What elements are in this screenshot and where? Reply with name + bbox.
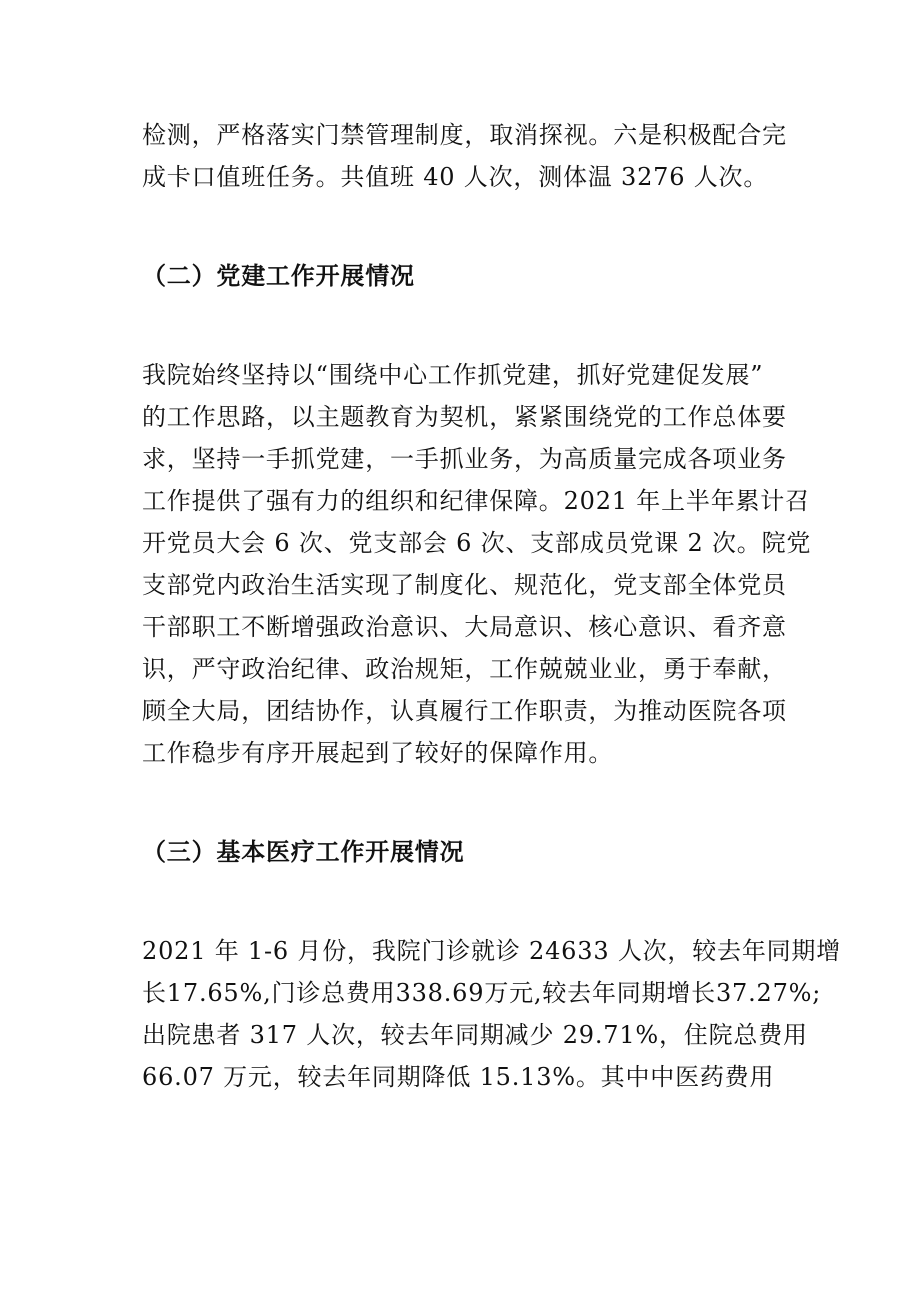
paragraph-spacer: [142, 774, 792, 831]
text-line: 出院患者 317 人次，较去年同期减少 29.71%，住院总费用: [142, 1021, 808, 1049]
document-body: [142, 114, 842, 1098]
text-line: 长17.65%,门诊总费用338.69万元,较去年同期增长37.27%;: [142, 979, 822, 1007]
text-line: 的工作思路，以主题教育为契机，紧紧围绕党的工作总体要: [142, 403, 787, 431]
text-line: 66.07 万元，较去年同期降低 15.13%。其中中医药费用: [142, 1063, 775, 1091]
text-line: 开党员大会 6 次、党支部会 6 次、支部成员党课 2 次。院党: [142, 529, 812, 557]
text-line: 干部职工不断增强政治意识、大局意识、核心意识、看齐意: [142, 613, 787, 641]
section-heading-basic-medical: （三）基本医疗工作开展情况: [142, 837, 465, 866]
text-line: 2021 年 1-6 月份，我院门诊就诊 24633 人次，较去年同期增: [142, 937, 842, 965]
paragraph-spacer: [142, 297, 792, 354]
text-line: 工作稳步有序开展起到了较好的保障作用。: [142, 739, 614, 767]
text-line: 支部党内政治生活实现了制度化、规范化，党支部全体党员: [142, 571, 787, 599]
text-line: 求，坚持一手抓党建，一手抓业务，为高质量完成各项业务: [142, 445, 787, 473]
text-line: 工作提供了强有力的组织和纪律保障。2021 年上半年累计召: [142, 487, 810, 515]
paragraph-party-building: [142, 354, 812, 774]
text-line: 我院始终坚持以“围绕中心工作抓党建，抓好党建促发展”: [142, 361, 764, 389]
text-line: 识，严守政治纪律、政治规矩，工作兢兢业业，勇于奉献，: [142, 655, 787, 683]
paragraph-spacer: [142, 198, 792, 255]
paragraph-epidemic-control: [142, 114, 792, 198]
paragraph-basic-medical: [142, 930, 842, 1098]
text-line: 检测，严格落实门禁管理制度，取消探视。六是积极配合完: [142, 121, 787, 149]
paragraph-spacer: [142, 873, 792, 930]
text-line: 顾全大局，团结协作，认真履行工作职责，为推动医院各项: [142, 697, 787, 725]
section-heading-party-building: （二）党建工作开展情况: [142, 261, 415, 290]
text-line: 成卡口值班任务。共值班 40 人次，测体温 3276 人次。: [142, 163, 769, 191]
